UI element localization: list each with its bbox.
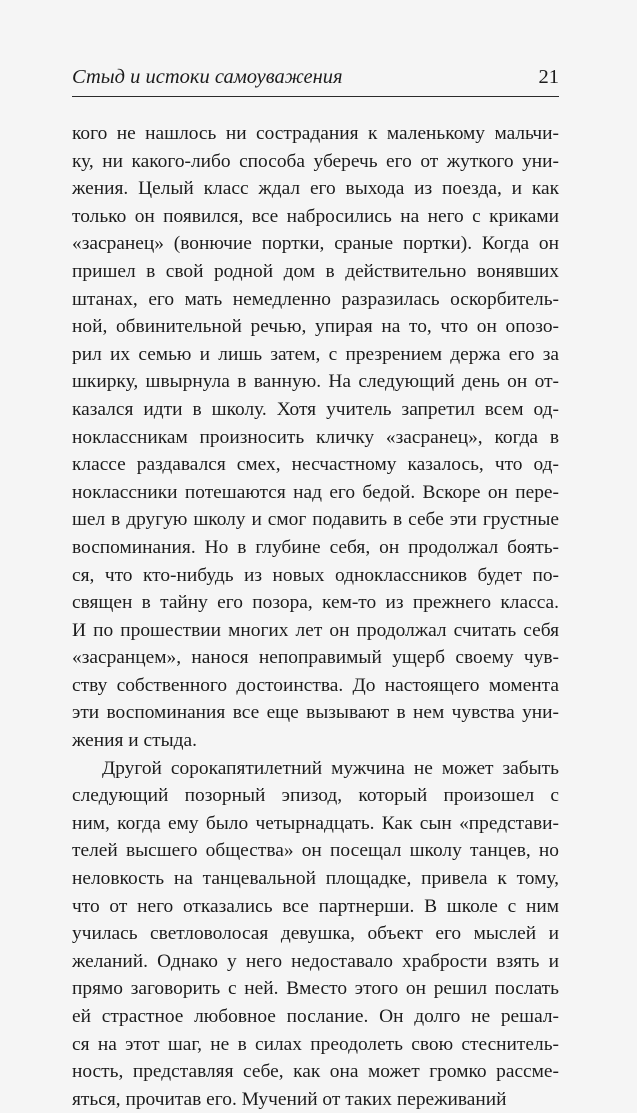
text-line: эти воспоминания все еще вызывают в нем чувства уни- [72, 702, 559, 724]
header-rule [72, 96, 559, 97]
paragraph [72, 755, 559, 1113]
text-line: жения и стыда. [72, 730, 197, 752]
text-line: ей страстное любовное послание. Он долго не решал- [72, 1006, 559, 1027]
body-text [72, 120, 559, 1113]
text-line: классе раздавался смех, несчастному казалось, что од- [72, 454, 559, 476]
text-line: ся, что кто-нибудь из новых одноклассников будет по- [72, 564, 559, 586]
text-line: ству собственного достоинства. До настоящего момента [72, 674, 559, 696]
text-line: «засранец» (вонючие портки, сраные портки). Когда он [72, 233, 559, 255]
text-line: желаний. Однако у него недоставало храбрости взять и [72, 950, 559, 972]
text-line: штанах, его мать немедленно разразилась оскорбитель- [72, 288, 559, 310]
running-title: Стыд и истоки самоуважения [72, 66, 343, 88]
text-line: рил их семью и лишь затем, с презрением держа его за [72, 343, 559, 365]
text-line: ность, представляя себе, как она может громко рассме- [72, 1061, 559, 1083]
text-line: телей высшего общества» он посещал школу танцев, но [72, 840, 559, 862]
text-line: «засранцем», нанося непоправимый ущерб своему чув- [72, 647, 559, 669]
page-header [72, 62, 559, 92]
page-number: 21 [538, 66, 559, 88]
text-line: ноклассникам произносить кличку «засранец», когда в [72, 426, 559, 448]
text-line: что от него отказались все партнерши. В школе с ним [72, 895, 559, 917]
text-line: жения. Целый класс ждал его выхода из поезда, и как [72, 178, 559, 200]
text-line: ним, когда ему было четырнадцать. Как сын «представи- [72, 812, 559, 834]
text-line: шел в другую школу и смог подавить в себе эти грустные [72, 509, 559, 531]
paragraph [72, 120, 559, 755]
text-line: только он появился, все набросились на него с криками [72, 205, 559, 227]
text-line: училась светловолосая девушка, объект его мыслей и [72, 923, 559, 945]
text-line: воспоминания. Но в глубине себя, он продолжал боять- [72, 536, 559, 558]
text-line: пришел в свой родной дом в действительно вонявших [72, 260, 559, 282]
text-line: И по прошествии многих лет он продолжал считать себя [72, 619, 559, 641]
text-line: шкирку, швырнула в ванную. На следующий день он от- [72, 371, 559, 393]
text-line: прямо заговорить с ней. Вместо этого он решил послать [72, 978, 559, 1000]
text-line: ноклассники потешаются над его бедой. Вскоре он пере- [72, 481, 559, 503]
text-line: яться, прочитав его. Мучений от таких переживаний [72, 1088, 507, 1110]
text-line: ку, ни какого-либо способа уберечь его от жуткого уни- [72, 150, 559, 172]
text-line: Другой сорокапятилетний мужчина не может забыть [102, 757, 559, 779]
text-line: следующий позорный эпизод, который произошел с [72, 785, 559, 807]
text-line: ся на этот шаг, не в силах преодолеть свою стеснитель- [72, 1033, 559, 1055]
text-line: кого не нашлось ни сострадания к маленькому мальчи- [72, 123, 559, 144]
text-line: неловкость на танцевальной площадке, привела к тому, [72, 868, 559, 890]
text-line: ной, обвинительной речью, упирая на то, что он опозо- [72, 316, 559, 338]
text-line: казался идти в школу. Хотя учитель запретил всем од- [72, 398, 559, 420]
text-line: священ в тайну его позора, кем-то из прежнего класса. [72, 592, 559, 614]
